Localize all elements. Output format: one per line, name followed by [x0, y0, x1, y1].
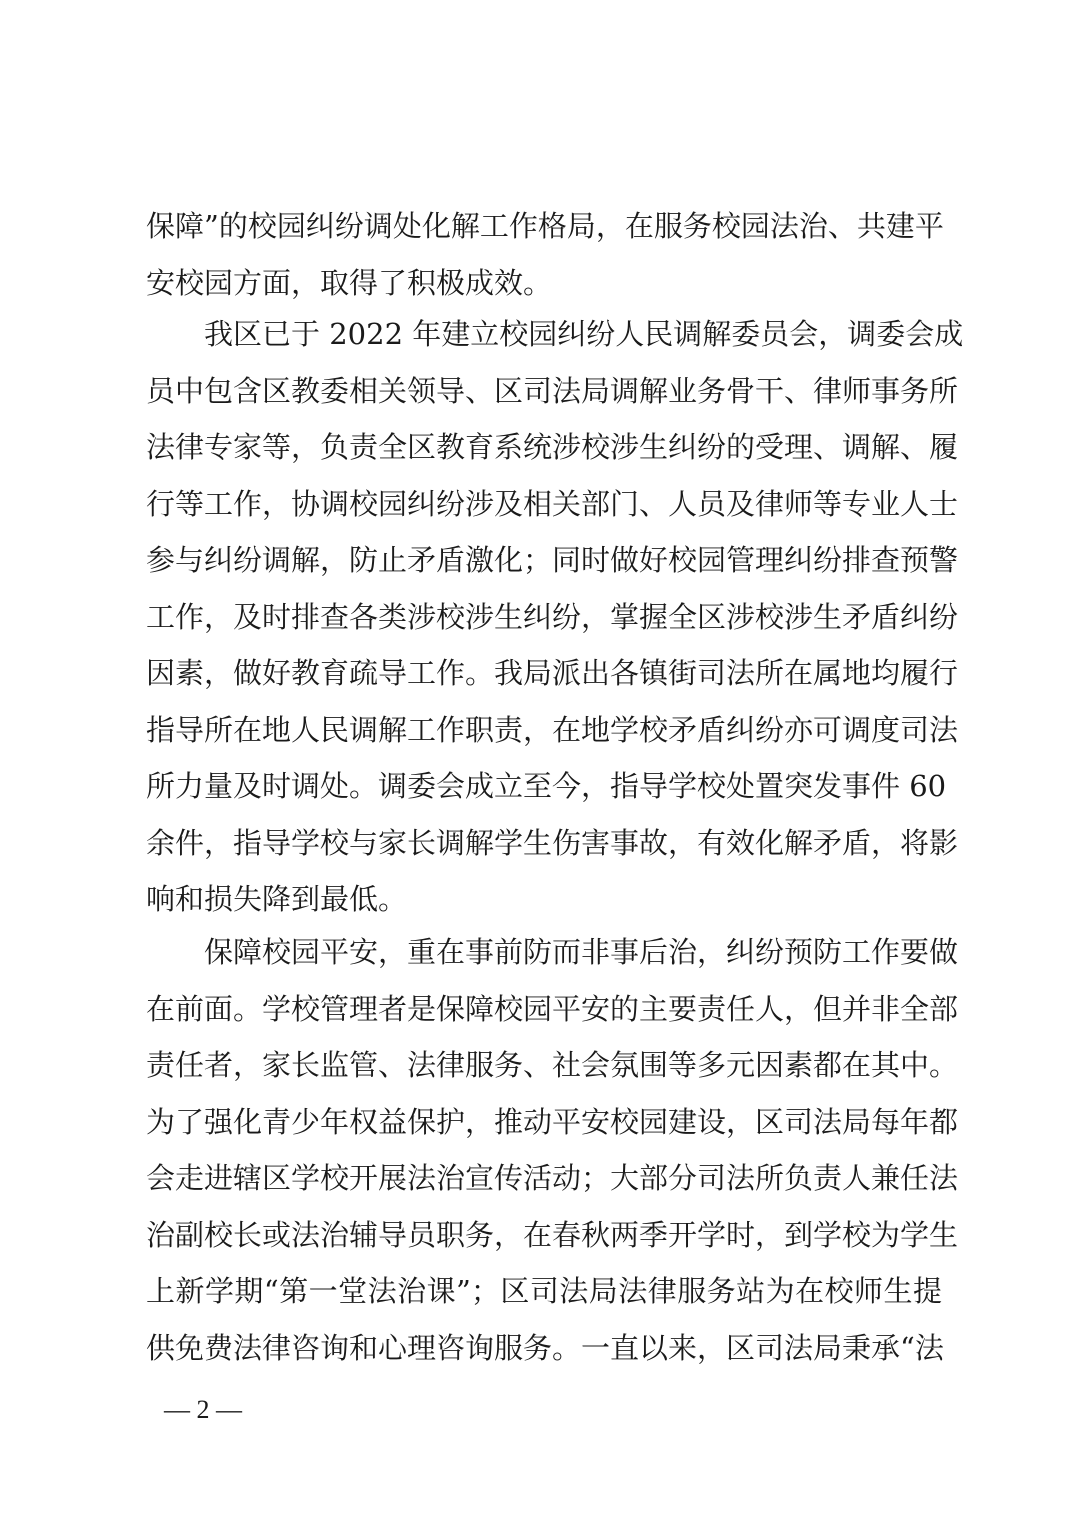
- paragraph-line: 指导所在地人民调解工作职责，在地学校矛盾纠纷亦可调度司法: [146, 712, 959, 747]
- paragraph-2: [146, 306, 964, 928]
- paragraph-line: 所力量及时调处。调委会成立至今，指导学校处置突发事件 60: [146, 769, 947, 803]
- paragraph-line: 参与纠纷调解，防止矛盾激化；同时做好校园管理纠纷排查预警: [146, 543, 959, 577]
- paragraph-line: 我区已于 2022 年建立校园纠纷人民调解委员会，调委会成: [204, 317, 964, 351]
- paragraph-line: 工作，及时排查各类涉校涉生纠纷，掌握全区涉校涉生矛盾纠纷: [146, 599, 959, 634]
- paragraph-line: 上新学期“第一堂法治课”；区司法局法律服务站为在校师生提: [146, 1274, 942, 1308]
- paragraph-line: 响和损失降到最低。: [146, 882, 408, 916]
- paragraph-line: 保障校园平安，重在事前防而非事后治，纠纷预防工作要做: [204, 935, 959, 969]
- paragraph-line: 保障”的校园纠纷调处化解工作格局，在服务校园法治、共建平: [146, 209, 944, 243]
- paragraph-line: 余件，指导学校与家长调解学生伤害事故，有效化解矛盾，将影: [146, 825, 959, 860]
- paragraph-3: [146, 924, 959, 1376]
- paragraph-line: 行等工作，协调校园纠纷涉及相关部门、人员及律师等专业人士: [146, 486, 959, 521]
- paragraph-line: 法律专家等，负责全区教育系统涉校涉生纠纷的受理、调解、履: [146, 430, 959, 464]
- paragraph-1: [146, 198, 942, 311]
- paragraph-line: 供免费法律咨询和心理咨询服务。一直以来，区司法局秉承“法: [146, 1330, 944, 1365]
- paragraph-line: 安校园方面，取得了积极成效。: [146, 265, 553, 300]
- paragraph-line: 治副校长或法治辅导员职务，在春秋两季开学时，到学校为学生: [146, 1217, 959, 1252]
- paragraph-line: 为了强化青少年权益保护，推动平安校园建设，区司法局每年都: [146, 1104, 959, 1139]
- paragraph-line: 因素，做好教育疏导工作。我局派出各镇街司法所在属地均履行: [146, 656, 959, 690]
- page-number: — 2 —: [164, 1395, 242, 1424]
- paragraph-line: 责任者，家长监管、法律服务、社会氛围等多元因素都在其中。: [146, 1048, 959, 1082]
- paragraph-line: 会走进辖区学校开展法治宣传活动；大部分司法所负责人兼任法: [146, 1161, 959, 1195]
- paragraph-line: 在前面。学校管理者是保障校园平安的主要责任人，但并非全部: [146, 991, 959, 1026]
- paragraph-line: 员中包含区教委相关领导、区司法局调解业务骨干、律师事务所: [146, 373, 959, 408]
